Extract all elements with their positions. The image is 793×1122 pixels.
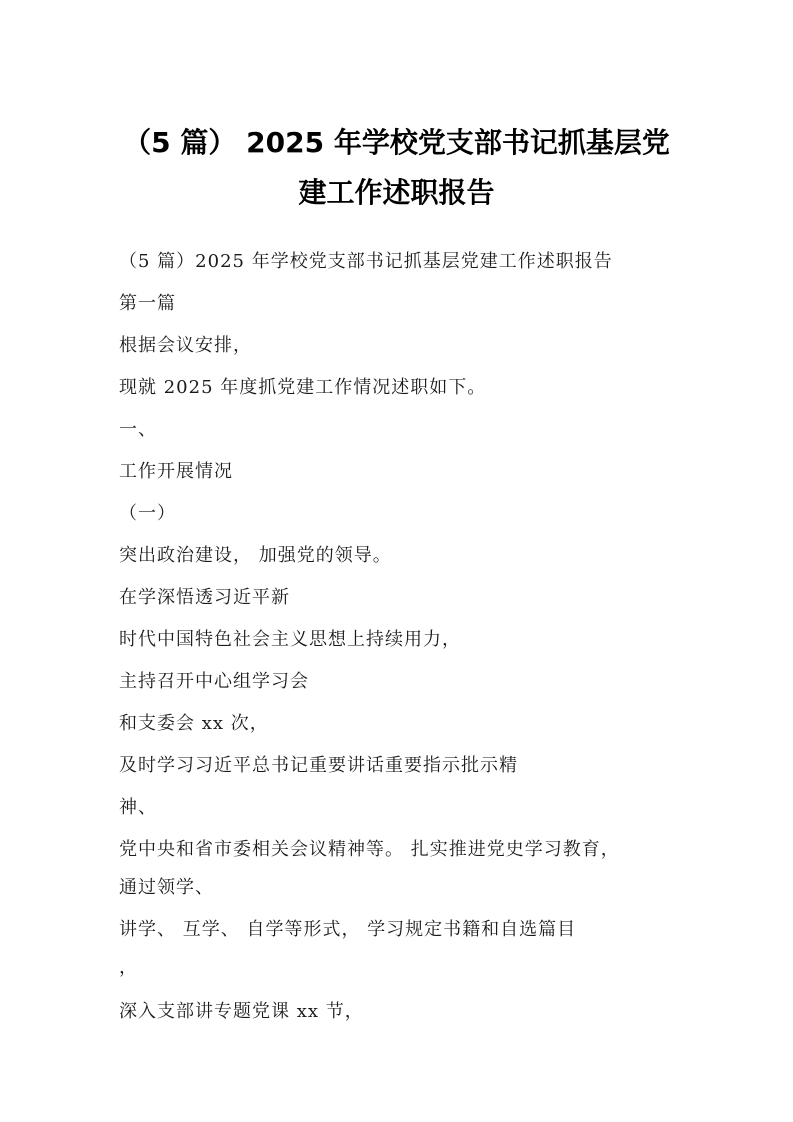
body-line: 时代中国特色社会主义思想上持续用力， [119, 629, 461, 650]
body-line: 主持召开中心组学习会 [119, 671, 309, 692]
body-line-heading-1: 一、 [119, 419, 157, 440]
body-line: 根据会议安排， [119, 335, 252, 356]
body-line: 深入支部讲专题党课 xx 节， [119, 1001, 364, 1022]
body-line: 现就 2025 年度抓党建工作情况述职如下。 [119, 377, 487, 398]
document-title-line-2: 建工作述职报告 [298, 176, 495, 209]
body-line-subtitle: （5 篇）2025 年学校党支部书记抓基层党建工作述职报告 [119, 251, 613, 272]
body-line: 及时学习习近平总书记重要讲话重要指示批示精 [119, 755, 518, 776]
body-line: 在学深悟透习近平新 [119, 587, 290, 608]
body-line: 和支委会 xx 次， [119, 713, 269, 734]
body-line: 通过领学、 [119, 877, 214, 898]
body-line: 党中央和省市委相关会议精神等。 扎实推进党史学习教育， [119, 839, 620, 860]
body-line: 神、 [119, 797, 157, 818]
body-line: 突出政治建设， 加强党的领导。 [119, 545, 392, 566]
body-line-subheading-1: （一） [119, 503, 176, 524]
document-title-line-1: （5 篇） 2025 年学校党支部书记抓基层党 [123, 126, 670, 159]
body-line-section-first: 第一篇 [119, 293, 176, 314]
body-line-heading-work: 工作开展情况 [119, 461, 233, 482]
body-line: 讲学、 互学、 自学等形式， 学习规定书籍和自选篇目 [119, 919, 577, 940]
body-line: ， [119, 957, 138, 978]
